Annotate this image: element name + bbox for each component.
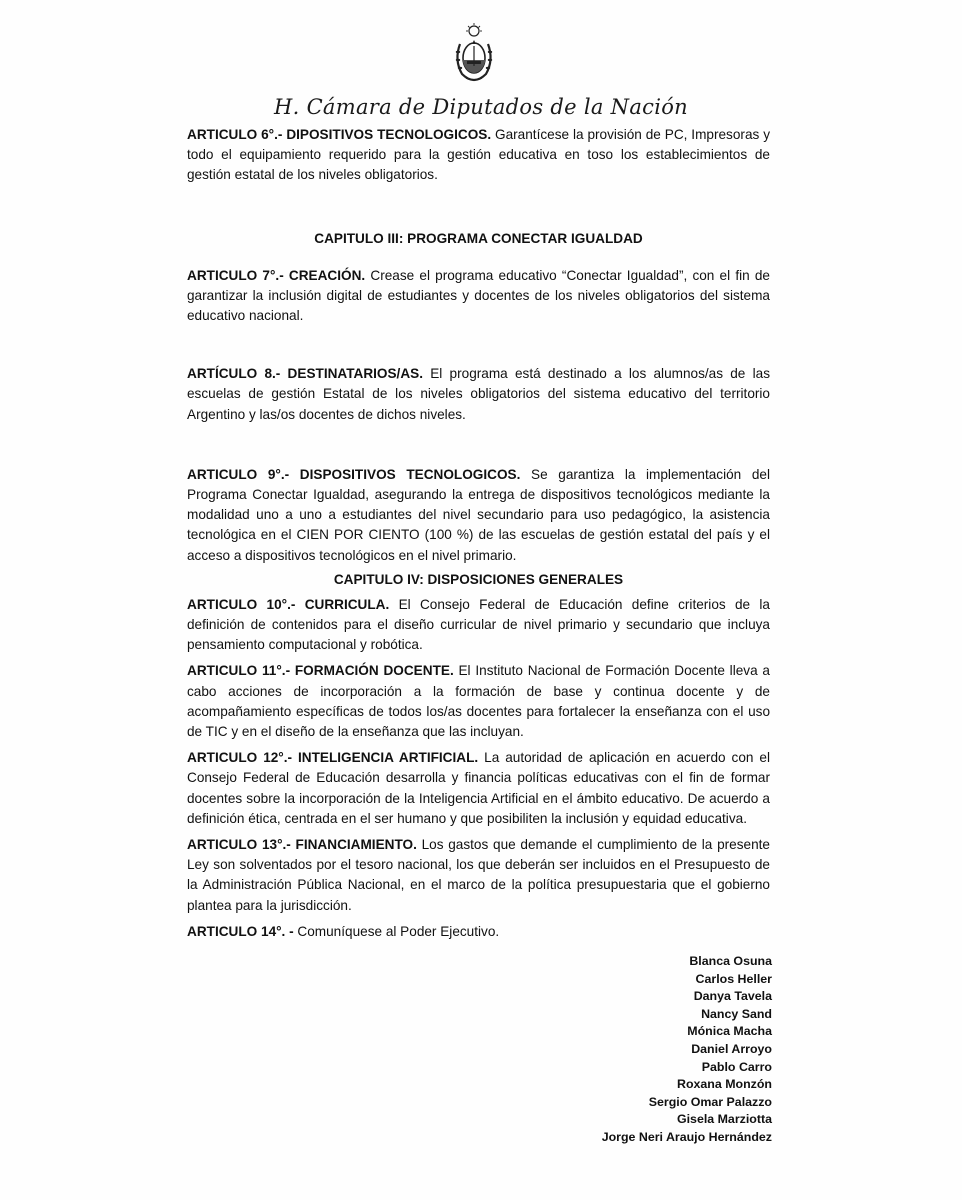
article-12-heading: ARTICULO 12°.- INTELIGENCIA ARTIFICIAL. — [187, 750, 479, 766]
article-14-text: Comuníquese al Poder Ejecutivo. — [293, 923, 500, 939]
signer-name: Carlos Heller — [695, 971, 772, 986]
article-6 — [187, 125, 770, 186]
signer-name: Gisela Marziotta — [676, 1112, 772, 1127]
article-14 — [187, 922, 770, 942]
signer-name: Mónica Macha — [687, 1024, 772, 1039]
article-13 — [187, 835, 770, 916]
article-8-heading: ARTÍCULO 8.- DESTINATARIOS/AS. — [187, 366, 423, 382]
chamber-name: H. Cámara de Diputados de la Nación — [274, 95, 688, 119]
article-10 — [187, 595, 770, 656]
article-14-heading: ARTICULO 14°. - — [187, 923, 294, 939]
article-7 — [187, 266, 770, 327]
article-12 — [187, 748, 770, 829]
chapter-3-title: CAPITULO III: PROGRAMA CONECTAR IGUALDAD — [314, 230, 643, 246]
signer-name: Nancy Sand — [701, 1006, 772, 1021]
article-7-text: Crease el programa educativo “Conectar Igualdad”, con el fin de garantizar la inclusión digital de estudiantes y docentes de los niveles obligatorios del sistema educativo nacional. — [187, 267, 770, 324]
article-12-text: La autoridad de aplicación en acuerdo con el Consejo Federal de Educación desarrolla y financia políticas educativas con el fin de formar docentes sobre la incorporación de la Inteligencia Artificial en el ámbito educativo. De acuerdo a definición ética, centrada en el ser humano y que posibiliten la inclusión y equidad educativa. — [187, 750, 770, 826]
article-10-text: El Consejo Federal de Educación define criterios de la definición de contenidos para el diseño curricular de nivel primario y secundario que incluya pensamiento computacional y robótica. — [187, 596, 770, 653]
article-8-text: El programa está destinado a los alumnos/as de las escuelas de gestión Estatal de los niveles obligatorios del sistema educativo del territorio Argentino y las/os docentes de dichos niveles. — [187, 366, 770, 422]
article-11 — [187, 661, 770, 742]
article-7-heading: ARTICULO 7°.- CREACIÓN. — [187, 267, 366, 283]
article-9 — [187, 465, 770, 566]
document-body — [187, 125, 770, 942]
signer-name: Pablo Carro — [701, 1059, 772, 1074]
article-11-text: El Instituto Nacional de Formación Docente lleva a cabo acciones de incorporación a la formación de base y continua docente y de acompañamiento específicas de todos los/as docentes para fortalecer la enseñanza con el uso de TIC y en el diseño de la enseñanza que las incluyan. — [187, 663, 770, 740]
article-11-heading: ARTICULO 11°.- FORMACIÓN DOCENTE. — [187, 663, 454, 679]
article-13-text: Los gastos que demande el cumplimiento de la presente Ley son solventados por el tesoro nacional, los que deberán ser incluidos en el Presupuesto de la Administración Pública Nacional, en el marco de la política presupuestaria que el gobierno plantea para la jurisdicción. — [187, 837, 770, 913]
article-8 — [187, 364, 770, 425]
article-10-heading: ARTICULO 10°.- CURRICULA. — [187, 596, 390, 612]
chapter-4-title: CAPITULO IV: DISPOSICIONES GENERALES — [333, 571, 624, 587]
signer-name: Sergio Omar Palazzo — [648, 1094, 772, 1109]
article-6-heading: ARTICULO 6°.- DIPOSITIVOS TECNOLOGICOS. — [187, 127, 492, 142]
article-9-text: Se garantiza la implementación del Programa Conectar Igualdad, asegurando la entrega de dispositivos tecnológicos mediante la modalidad uno a uno a estudiantes del nivel secundario para uso pedagógico, la asistencia tecnológica en el CIEN POR CIENTO (100 %) de las escuelas de gestión estatal del país y el acceso a dispositivos tecnológicos en el nivel primario. — [187, 466, 770, 563]
signers-list — [602, 953, 772, 1147]
article-9-heading: ARTICULO 9°.- DISPOSITIVOS TECNOLOGICOS. — [187, 466, 521, 482]
signer-name: Daniel Arroyo — [691, 1041, 772, 1056]
argentine-coat-of-arms-icon — [452, 22, 496, 84]
signer-name: Roxana Monzón — [677, 1077, 772, 1092]
article-6-text: Garantícese la provisión de PC, Impresoras y todo el equipamiento requerido para la gestión educativa en toso los establecimientos de gestión estatal de los niveles obligatorios. — [187, 127, 770, 183]
signer-name: Danya Tavela — [693, 989, 772, 1004]
signer-name: Jorge Neri Araujo Hernández — [601, 1129, 772, 1144]
signer-name: Blanca Osuna — [689, 954, 772, 968]
article-13-heading: ARTICULO 13°.- FINANCIAMIENTO. — [187, 837, 417, 853]
